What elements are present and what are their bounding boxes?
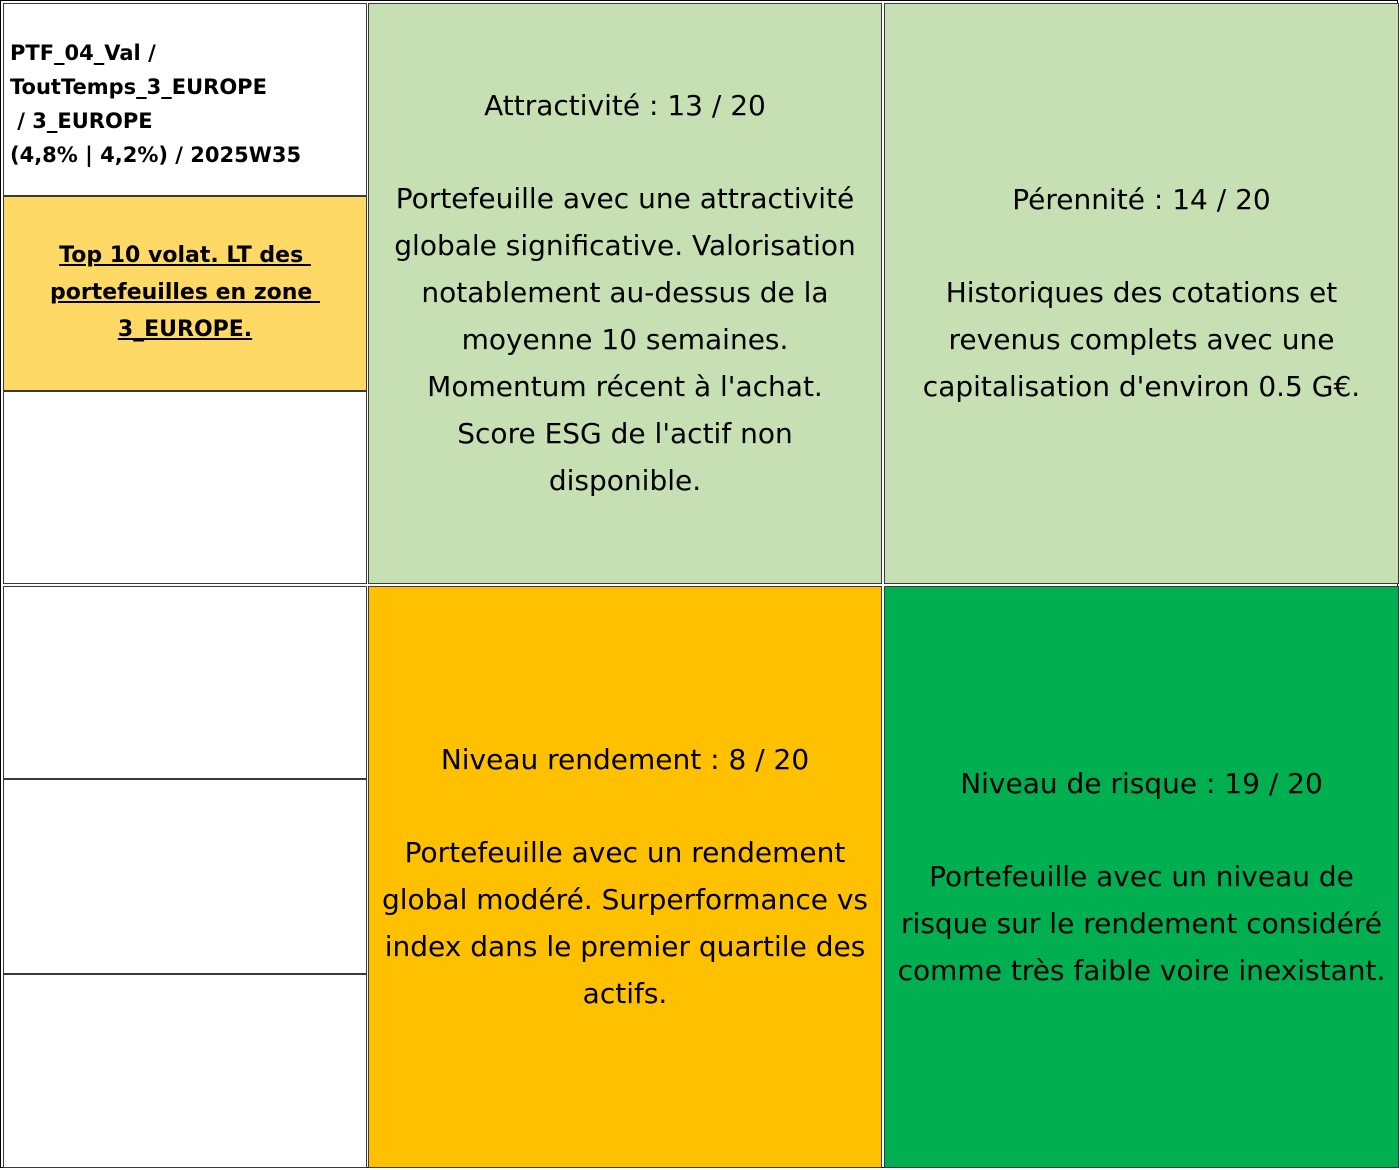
attractivite-description: Portefeuille avec une attractivité globale significative. Valorisation notablement au-dessus de la moyenne 10 semaines. Momentum récent à l'achat. Score ESG de l'actif non disponible. bbox=[394, 182, 856, 497]
empty-cell bbox=[3, 779, 367, 974]
attractivite-panel bbox=[368, 3, 882, 584]
empty-cell bbox=[3, 391, 367, 584]
rendement-description: Portefeuille avec un rendement global modéré. Surperformance vs index dans le premier quartile des actifs. bbox=[381, 836, 869, 1010]
risque-panel bbox=[884, 586, 1399, 1168]
risque-score: Niveau de risque : 19 / 20 bbox=[960, 766, 1323, 800]
top10-link-cell bbox=[3, 196, 367, 391]
rendement-panel bbox=[368, 586, 882, 1168]
attractivite-score: Attractivité : 13 / 20 bbox=[484, 89, 766, 122]
perennite-score: Pérennité : 14 / 20 bbox=[1012, 183, 1271, 216]
risque-description: Portefeuille avec un niveau de risque sur le rendement considéré comme très faible voire inexistant. bbox=[897, 859, 1386, 987]
perennite-panel bbox=[884, 3, 1399, 584]
empty-cell bbox=[3, 586, 367, 779]
portfolio-title: PTF_04_Val / ToutTemps_3_EUROPE / 3_EUROPE (4,8% | 4,2%) / 2025W35 bbox=[10, 41, 302, 167]
empty-cell bbox=[3, 974, 367, 1168]
perennite-description: Historiques des cotations et revenus complets avec une capitalisation d'environ 0.5 G€. bbox=[922, 276, 1361, 403]
top10-volatility-link[interactable]: Top 10 volat. LT des portefeuilles en zone 3_EUROPE. bbox=[49, 243, 313, 342]
rendement-score: Niveau rendement : 8 / 20 bbox=[440, 743, 810, 776]
portfolio-header-cell bbox=[3, 3, 367, 196]
